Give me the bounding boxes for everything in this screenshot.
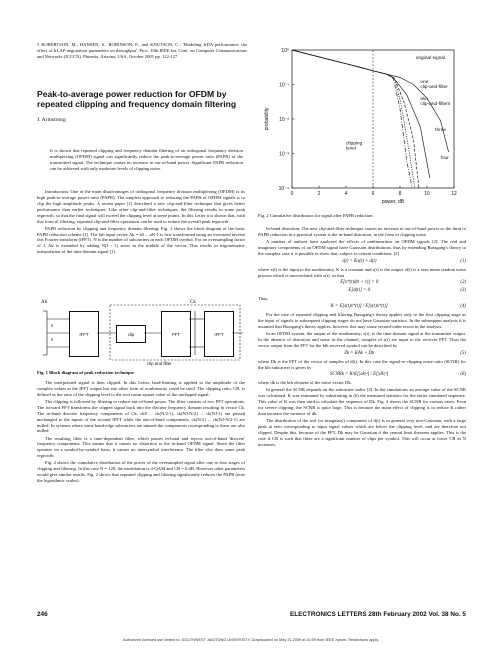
ifft-block: IFFT: [69, 311, 99, 357]
chart-annotation: three: [435, 127, 447, 133]
fig1-zero: 0: [51, 323, 54, 328]
article-title: Peak-to-average power reduction for OFDM by repeated clipping and frequency domain filtering: [37, 89, 237, 109]
paragraph: Thus,: [258, 296, 269, 302]
left-column-2: [37, 380, 245, 485]
y-tick-label: 10⁻²: [279, 116, 289, 123]
figure-2: [258, 40, 466, 210]
paragraph: where dk is the kth element of the noise vector Dk.: [258, 380, 352, 386]
y-tick-label: 10⁻¹: [279, 82, 289, 89]
equation-4: K = E[s(t)x*(t)] / E[x(t)x*(t)] (4): [330, 304, 466, 310]
page-number: 246: [37, 611, 48, 618]
y-tick-label: 10⁻³: [279, 151, 289, 158]
clip-block: clip: [116, 325, 146, 343]
journal-footer: ELECTRONICS LETTERS 28th February 2002 Vol. 38 No. 5: [289, 611, 466, 618]
fig2-caption: Fig. 2 Cumulative distribution for signal after PAPR reduction: [258, 213, 373, 218]
paragraph: A number of authors have analysed the effects of nonlinearities on OFDM signals [2]. The real and imaginary components of an OFDM signal have Gaussian distributions, thus by extending Bussgang's theory to the complex case it is possible to show that, subject to certain conditions, [2]: [258, 239, 466, 256]
paragraph: The resulting filter is a time-dependent filter, which passes in-band and rejects out-of-band 'discrete' frequency components. This means that it causes no distortion to the in-band OFDM signal. Since the filter operates on a symbol-by-symbol basis, it causes no intersymbol interference. The filter also does some peak regrowth.: [37, 435, 245, 459]
paragraph: PAPR reduction by clipping and frequency domain filtering: Fig. 1 shows the block diagram of the basic PAPR reduction scheme [1]. The kth input vector Ak = a0 ... aN-1 is first transformed using an oversized inverse fast Fourier transform (IFFT). N is the number of subcarriers in each OFDM symbol. For an oversampling factor of J, Ak is extended by adding N(J - 1) zeros in the middle of the vector. This results in trigonometric interpolation of the time domain signal [1].: [37, 225, 245, 255]
figure-1: [37, 297, 245, 367]
equation-5: Zk = KAk + Dk (5): [344, 350, 466, 356]
abstract: It is shown that repeated clipping and frequency domain filtering of an orthogonal frequency division multiplexing (OFDM) signal can significantly reduce the peak-to-average power ratio (PAPR) of the transmitted signal. The technique causes no increase in out-of-band power. Significant PAPR reduction can be achieved with only moderate levels of clipping noise.: [50, 148, 243, 171]
ifft-block: IFFT: [204, 311, 234, 357]
x-tick-label: 10: [424, 191, 430, 197]
equation-1: s(t) = Kx(t) + d(t) (1): [341, 258, 466, 264]
right-column: [258, 226, 466, 449]
chart-annotation: four: [440, 155, 449, 161]
paragraph: Introduction: One of the main disadvantages of orthogonal frequency division multiplexing (OFDM) is its high peak-to-average power ratio (PAPR). The simplest approach to reducing the PAPR of OFDM signals is to clip the high amplitude peaks. A recent paper [1] described a new clip-and-filter technique that gives better performance than earlier techniques. Like other clip-and-filter techniques, the filtering results in some peak regrowth, so that the final signal will exceed the clipping level at some points. In this Letter it is shown that, with this form of filtering, repeated clip-and-filter operations can be used to reduce the overall peak regrowth.: [37, 189, 245, 224]
paragraph: where Dk is the FFT of the vector of samples of d(t). In this case the signal-to-clipping noise ratio (SCNR) for the kth subcarrier is given by: [258, 358, 466, 370]
x-tick-label: 6: [371, 191, 375, 197]
left-column-1: [37, 189, 245, 256]
title-block: [37, 90, 237, 123]
chart-annotation: one clip-and-filter: [420, 80, 448, 91]
fig1-caption: Fig. 1 Block diagram of peak reduction technique: [37, 370, 134, 375]
chart-annotation: original signal: [415, 55, 446, 61]
y-axis-label: probability: [264, 107, 270, 131]
paragraph: In-band distortion: The new clip-and-filter technique causes no increase in out-of-band power so the limit to PAPR reduction in a practical system is the in-band distortion, in the form of clipping noise.: [258, 226, 466, 237]
clip-and-filter-label: clip and filter: [147, 361, 172, 366]
author: J. Armstrong: [37, 117, 66, 124]
series-line: [292, 50, 412, 188]
x-tick-label: 4: [344, 191, 348, 197]
y-tick-label: 10⁰: [281, 47, 289, 54]
top-reference: 5 ROBERTSON, M., HANSEN, S., ROBINSON, F., and KNUTSON, C.: 'Modeling IrDA performance: the effect of IrLAP negotiation parameters on throughput'. Proc. 10th IEEE Int. Conf. on Computer Communications and Networks (ICCCN), Phoenix, Arizona, USA, October 2001 pp. 122-127: [37, 42, 247, 59]
chart-annotation: two clip-and-filters: [420, 97, 451, 108]
paragraph: Fig. 2 shows the cumulative distribution of the power of the oversampled signal after one to four stages of clipping and filtering. In this case N = 128, the modulation is 4-QAM and CR = 6 dB. However other parameters would give similar results. Fig. 2 shows that repeated clipping and filtering significantly reduces the PAPR (note the logarithmic scales).: [37, 460, 245, 484]
paragraph: The interpolated signal is then clipped. In this Letter, hard-limiting is applied to the amplitude of the complex values at the IFFT output but any other form of nonlinearity could be used. The clipping ratio, CR, is defined as the ratio of the clipping level to the root mean square value of the unclipped signal.: [37, 380, 245, 397]
series-line: [292, 50, 430, 178]
chart-annotation: clipping level: [346, 141, 363, 152]
fft-block: FFT: [161, 311, 191, 357]
x-tick-label: 8: [398, 191, 402, 197]
paragraph: where x(t) is the input to the nonlinearity, K is a constant and s(t) is the output. d(t) is a zero mean random noise process which is uncorrelated with x(t), so that: [258, 266, 466, 278]
x-tick-label: 0: [290, 191, 294, 197]
paragraph: In general the SCNR depends on the subcarrier index [2]. In the simulations an average value of the SCNR was calculated. K was estimated by substituting in (6) the measured statistics for the entire simulated sequence. This value of K was then used to calculate the sequence of Dk. Fig. 3 shows the SCNR for various cases. Even for severe clipping, the SCNR is quite large. This is because the main effect of clipping is to reduce K rather than increase the variance of dk.: [258, 387, 466, 417]
series-line: [292, 50, 419, 188]
paragraph: For the case of repeated clipping and filtering Bussgang's theory applies only to the first clipping stage as the input of signals to subsequent clipping stages do not have Gaussian statistics. In the subsequent analysis it is assumed that Bussgang's theory applies, however this may cause second-order errors in the analysis.: [258, 312, 466, 329]
paragraph: The clipping is followed by filtering to reduce out-of-band power. The filter consists of two FFT operations. The forward FFT transforms the clipped signal back into the discrete frequency domain resulting in vector Ck. The in-band discrete frequency components of Ck, ck0 ... ck(N/2-1), ck(NJ-N/2) ... ck(NJ-1) are passed unchanged to the inputs of the second IFFT while the out-of-band components, ck(N/2) ... ck(NJ-N/2-1) are nulled. In systems where some band-edge subcarriers are unused the components corresponding to these are also nulled.: [37, 398, 245, 434]
fig1-input-label: Ak: [41, 300, 48, 305]
paragraph: In an OFDM system, the output of the nonlinearity, s(t), is the time domain signal at the transmitter output. In the absence of distortion and noise in the channel, samples of s(t) are input to the receiver FFT. Thus the vector output from the FFT for the kth received symbol can be described by: [258, 330, 466, 348]
license-note: Authorized licensed use limited to: SOUTHWEST JIAOTONG UNIVERSITY. Downloaded on May 21,2009 at 20:59 from IEEE Xplore. Restrictions apply.: [122, 638, 380, 642]
equation-2: E[x*(t)d(t + τ)] = 0 (2): [340, 280, 466, 286]
x-tick-label: 12: [451, 191, 457, 197]
equation-3: E[d(t)] = 0 (3): [348, 288, 466, 294]
y-tick-label: 10⁻⁴: [278, 185, 289, 192]
fig1-zero: 0: [51, 337, 54, 342]
fig1-ck-label: Ck: [190, 300, 196, 305]
x-tick-label: 2: [317, 191, 321, 197]
series-line: [292, 50, 415, 188]
equation-6: SCNRk = K²E[|ak|²] / E[|dk|²] (6): [330, 372, 466, 378]
x-axis-label: power, dB: [381, 199, 405, 205]
paragraph: The distribution of the real (or imaginary) component of d(t) is in general very non-Gaussian, with a large peak at zero corresponding to input signal values which are below the clipping level, and are therefore not clipped. Despite this, because of the FFT, Dk may be Gaussian if the central limit theorem applies. This is the case if CR is such that there are a significant number of clips per symbol. This will occur at lower CR as N increases.: [258, 418, 466, 447]
cdf-chart: [258, 40, 466, 210]
